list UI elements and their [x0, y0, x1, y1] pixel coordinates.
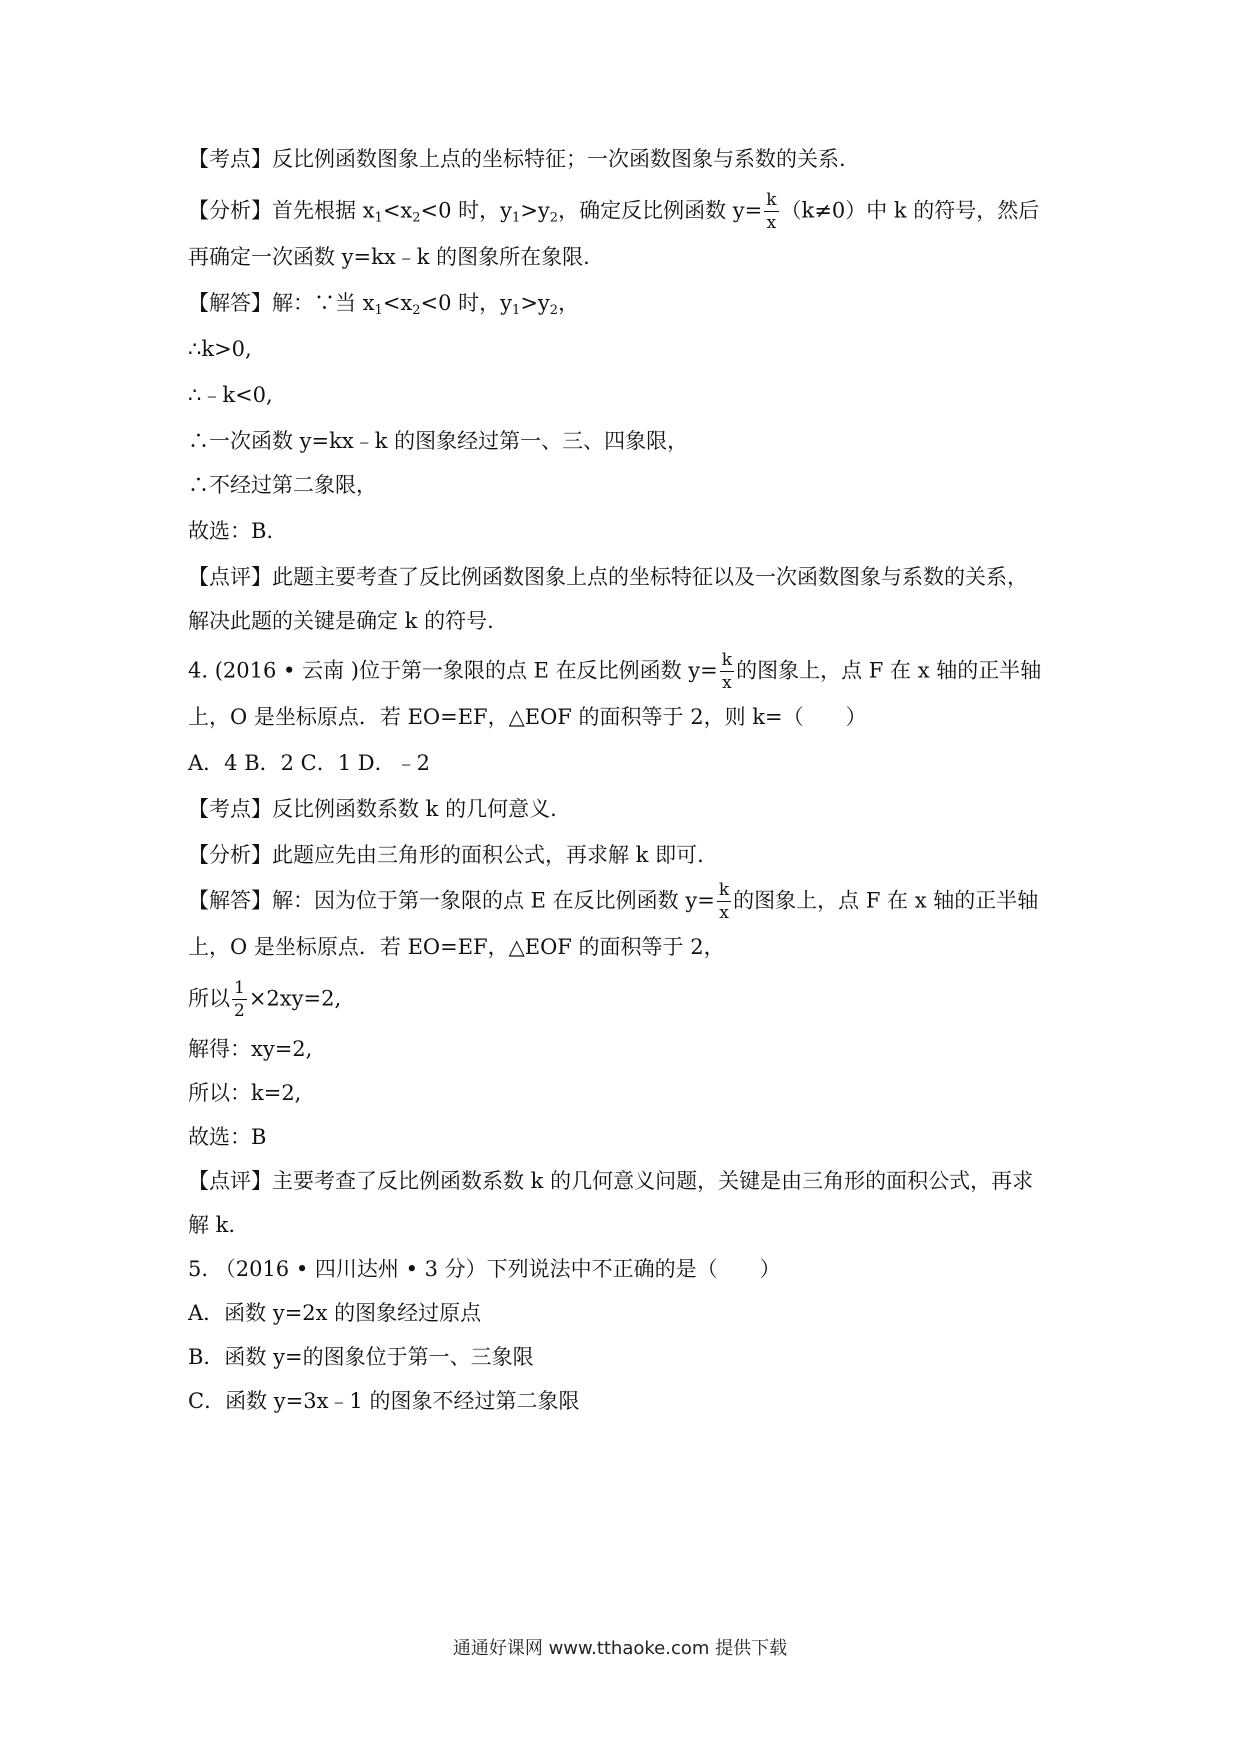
q4-solve1: 解得：xy=2, [188, 1037, 313, 1061]
page-footer: 通通好课网 www.tthaoke.com 提供下载 [452, 1638, 788, 1659]
fraction-k-over-x: $\frac{k}{x}$ [718, 880, 730, 923]
q3-dianping-line1: 【点评】此题主要考查了反比例函数图象上点的坐标特征以及一次函数图象与系数的关系， [188, 565, 1028, 589]
q4-solve2: 所以：k=2, [188, 1081, 302, 1105]
q3-fenxi-line2: 再确定一次函数 y=kx﹣k 的图象所在象限. [188, 245, 590, 269]
q4-options: A．4 B．2 C．1 D．﹣2 [188, 751, 430, 775]
q4-dianping-line1: 【点评】主要考查了反比例函数系数 k 的几何意义问题，关键是由三角形的面积公式，再求 [188, 1169, 1034, 1193]
q4-dianping-line2: 解 k. [188, 1213, 236, 1237]
q4-fenxi: 【分析】此题应先由三角形的面积公式，再求解 k 即可. [188, 843, 704, 867]
q3-jieda: 【解答】解：∵当 $x_1<x_2<0$ 时，$y_1>y_2$， [188, 291, 580, 318]
q3-dianping-line2: 解决此题的关键是确定 k 的符号. [188, 609, 494, 633]
q3-step1: ∴k>0, [188, 337, 252, 361]
q3-step4: ∴不经过第二象限， [188, 473, 377, 497]
fraction-k-over-x: $\frac{k}{x}$ [721, 650, 733, 693]
q3-fenxi-line1: 【分析】首先根据 $x_1<x_2<0$ 时，$y_1>y_2$，确定反比例函数 y= $\frac{k}{x}$ （k≠0）中 k 的符号，然后 [188, 190, 1040, 233]
fraction-k-over-x: $\frac{k}{x}$ [766, 190, 777, 233]
q3-answer: 故选：B. [188, 519, 274, 543]
q5-option-b: B．函数 y=的图象位于第一、三象限 [188, 1345, 534, 1369]
q3-step3: ∴一次函数 y=kx﹣k 的图象经过第一、三、四象限， [188, 429, 689, 453]
q4-jieda-line2: 上，O 是坐标原点．若 EO=EF，△EOF 的面积等于 2， [188, 935, 725, 959]
fraction-one-half: $\frac{1}{2}$ [234, 978, 245, 1021]
q5-option-a: A．函数 y=2x 的图象经过原点 [188, 1301, 482, 1325]
q3-kaodian: 【考点】反比例函数图象上点的坐标特征；一次函数图象与系数的关系. [188, 147, 846, 171]
q3-step2: ∴﹣k<0, [188, 383, 273, 407]
q4-jieda-line1: 【解答】解：因为位于第一象限的点 E 在反比例函数 y= $\frac{k}{x}$ 的图象上，点 F 在 x 轴的正半轴 [188, 880, 1039, 923]
q5-stem: 5. （2016 • 四川达州 • 3 分）下列说法中不正确的是（ ） [188, 1257, 781, 1281]
q4-answer: 故选：B [188, 1125, 267, 1149]
q4-kaodian: 【考点】反比例函数系数 k 的几何意义. [188, 797, 557, 821]
q5-option-c: C．函数 y=3x﹣1 的图象不经过第二象限 [188, 1389, 580, 1413]
q4-stem-line2: 上，O 是坐标原点．若 EO=EF，△EOF 的面积等于 2，则 k=（ ） [188, 705, 867, 729]
q4-calc: 所以 $\frac{1}{2}$ ×2xy=2, [188, 978, 342, 1021]
q4-stem-line1: 4. (2016 • 云南 )位于第一象限的点 E 在反比例函数 y= $\frac{k}{x}$ 的图象上，点 F 在 x 轴的正半轴 [188, 650, 1042, 693]
